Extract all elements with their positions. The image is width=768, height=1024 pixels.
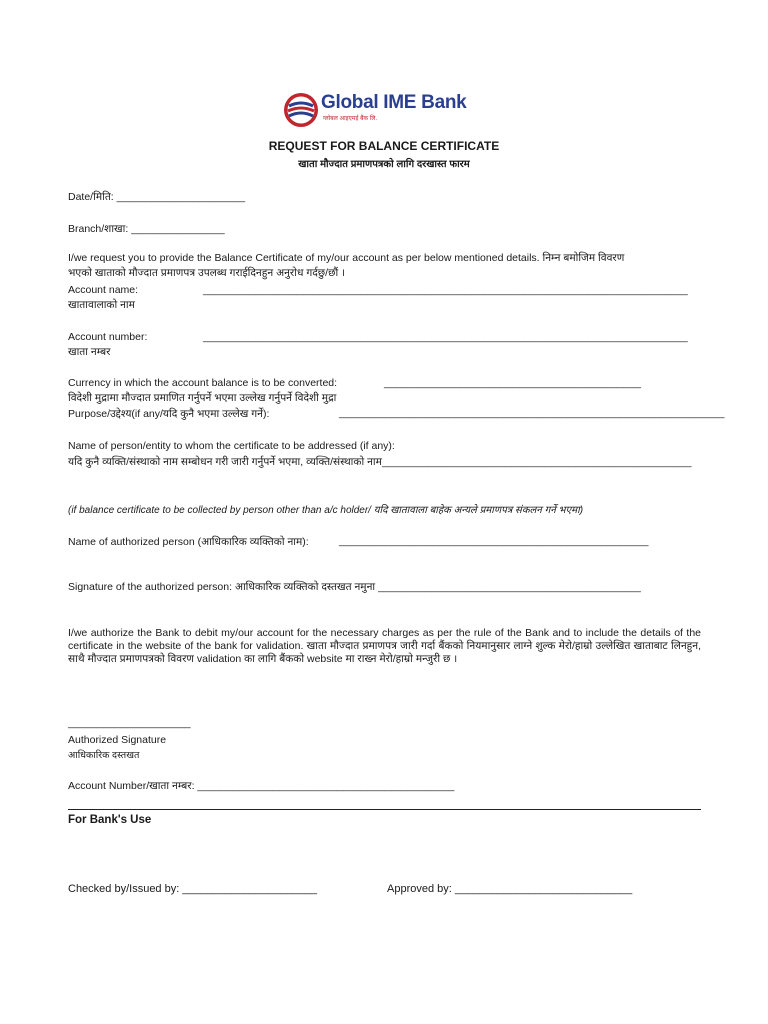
date-field[interactable]: ______________________ bbox=[116, 191, 246, 203]
approved-field[interactable]: _____________________________ bbox=[454, 883, 633, 895]
addressee-label: Name of person/entity to whom the certificate to be addressed (if any): bbox=[68, 440, 395, 452]
authorized-sig-field[interactable]: _____________________________________________ bbox=[378, 581, 641, 593]
account-number-label: Account number: bbox=[68, 331, 148, 343]
section-divider bbox=[68, 809, 701, 810]
authorized-name-label: Name of authorized person (आधिकारिक व्यक्तिको नाम): bbox=[68, 536, 309, 548]
currency-field[interactable]: ____________________________________________ bbox=[384, 377, 641, 389]
branch-row bbox=[68, 222, 225, 236]
authorized-sig-row bbox=[68, 580, 641, 594]
bank-name: Global IME Bank bbox=[321, 92, 467, 113]
form-subtitle: खाता मौज्दात प्रमाणपत्रको लागि दरखास्त फारम bbox=[298, 159, 470, 170]
branch-label: Branch/शाखा: bbox=[68, 223, 132, 235]
authorized-signature-label: Authorized Signature bbox=[68, 734, 167, 746]
account-name-field[interactable]: ___________________________________________________________________________________ bbox=[203, 284, 688, 296]
purpose-field[interactable]: __________________________________________________________________ bbox=[339, 407, 725, 419]
approved-label: Approved by: bbox=[387, 883, 455, 895]
request-text-2: भएको खाताको मौज्दात प्रमाणपत्र उपलब्ध गराईदिनहुन अनुरोध गर्दछु/छौं । bbox=[68, 267, 346, 279]
approved-row bbox=[387, 883, 632, 895]
bank-emblem-icon bbox=[283, 92, 319, 128]
addressee-np: यदि कुनै व्यक्ति/संस्थाको नाम सम्बोधन गरी जारी गर्नुपर्ने भएमा, व्यक्ति/संस्थाको नाम bbox=[68, 456, 382, 468]
form-title: REQUEST FOR BALANCE CERTIFICATE bbox=[268, 139, 500, 153]
checked-row bbox=[68, 883, 317, 895]
addressee-row bbox=[68, 455, 691, 469]
account-name-label: Account name: bbox=[68, 284, 139, 296]
account-number-field[interactable]: ___________________________________________________________________________________ bbox=[203, 331, 688, 343]
account-name-np: खातावालाको नाम bbox=[68, 299, 135, 311]
addressee-field[interactable]: _____________________________________________________ bbox=[381, 456, 692, 468]
authorized-sig-label: Signature of the authorized person: आधिकारिक व्यक्तिको दस्तखत नमुना bbox=[68, 581, 376, 593]
checked-field[interactable]: ______________________ bbox=[182, 883, 317, 895]
date-row bbox=[68, 190, 245, 204]
branch-field[interactable]: ________________ bbox=[131, 223, 225, 235]
checked-label: Checked by/Issued by: bbox=[68, 883, 183, 895]
account-number-footer-label: Account Number/खाता नम्बर: bbox=[68, 780, 198, 792]
currency-label: Currency in which the account balance is to be converted: bbox=[68, 377, 338, 389]
request-text: I/we request you to provide the Balance Certificate of my/our account as per below mentioned details. निम्न बमोजिम विवरण bbox=[68, 252, 625, 264]
account-number-footer-field[interactable]: ____________________________________________ bbox=[197, 780, 455, 792]
date-label: Date/मिति: bbox=[68, 191, 117, 203]
bank-logo bbox=[283, 90, 483, 132]
currency-np: विदेशी मुद्रामा मौज्दात प्रमाणित गर्नुपर्ने भएमा उल्लेख गर्नुपर्ने विदेशी मुद्रा bbox=[68, 392, 337, 404]
signature-line[interactable]: _____________________ bbox=[68, 717, 191, 729]
authorization-text: I/we authorize the Bank to debit my/our account for the necessary charges as per the rule of the Bank and to include the details of the certificate in the website of the bank for validation. खाता मौज्दात प्रमाणपत्र जारी गर्दा बैंकको नियमानुसार लाग्ने शुल्क मेरो/हाम्रो उल्लेखित खाताबाट लिनहुन, साथै मौज्दात प्रमाणपत्रको विवरण validation का लागि बैंकको website मा राख्न मेरो/हाम्रो मन्जुरी छ । bbox=[68, 627, 701, 665]
authorized-name-field[interactable]: _____________________________________________________ bbox=[339, 535, 649, 547]
collector-note: (if balance certificate to be collected by person other than a/c holder/ यदि खातावाला बाहेक अन्यले प्रमाणपत्र संकलन गर्ने भएमा) bbox=[68, 505, 584, 516]
bank-tagline: ग्लोबल आइएमई बैंक लि. bbox=[323, 116, 378, 122]
account-number-np: खाता नम्बर bbox=[68, 346, 111, 358]
bank-use-heading: For Bank's Use bbox=[68, 814, 152, 826]
account-number-footer-row bbox=[68, 779, 454, 793]
authorized-signature-np: आधिकारिक दस्तखत bbox=[68, 750, 140, 761]
purpose-label: Purpose/उद्देश्य(if any/यदि कुनै भएमा उल्लेख गर्ने): bbox=[68, 408, 270, 420]
